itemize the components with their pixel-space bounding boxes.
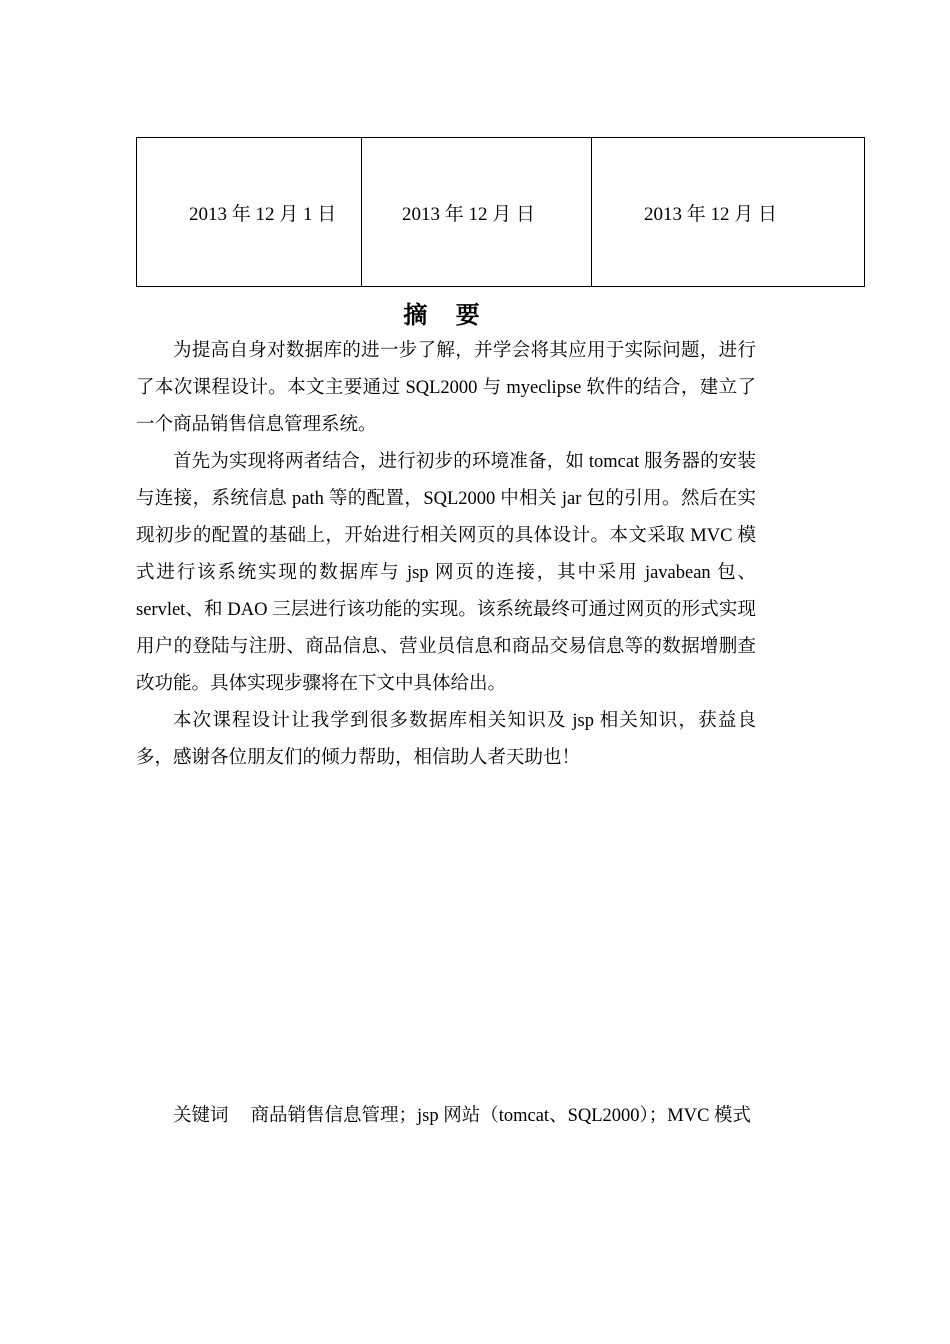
abstract-paragraph: 本次课程设计让我学到很多数据库相关知识及 jsp 相关知识，获益良多，感谢各位朋友们的倾力帮助，相信助人者天助也！ xyxy=(136,711,756,768)
keywords-text: 商品销售信息管理；jsp 网站（tomcat、SQL2000）；MVC 模式 xyxy=(250,1106,752,1126)
date-cell-1 xyxy=(137,138,362,287)
date-cell-3 xyxy=(592,138,865,287)
date-cell-text: 2013 年 12 月 1 日 xyxy=(189,204,337,225)
abstract-body xyxy=(136,333,756,777)
keywords-line xyxy=(136,1098,756,1135)
date-cell-2 xyxy=(362,138,592,287)
date-cell-text: 2013 年 12 月 日 xyxy=(402,204,536,225)
date-cell-text: 2013 年 12 月 日 xyxy=(644,204,778,225)
abstract-paragraph: 首先为实现将两者结合，进行初步的环境准备，如 tomcat 服务器的安装与连接，系统信息 path 等的配置，SQL2000 中相关 jar 包的引用。然后在实现初步的配置的基础上，开始进行相关网页的具体设计。本文采取 MVC 模式进行该系统实现的数据库与 jsp 网页的连接，其中采用 javabean 包、servlet、和 DAO 三层进行该功能的实现。该系统最终可通过网页的形式实现用户的登陆与注册、商品信息、营业员信息和商品交易信息等的数据增删查改功能。具体实现步骤将在下文中具体给出。 xyxy=(136,452,756,694)
abstract-title: 摘 要 xyxy=(403,301,490,329)
keywords-label: 关键词 xyxy=(173,1106,229,1126)
date-table xyxy=(136,137,865,287)
date-row xyxy=(137,138,865,287)
abstract-paragraph: 为提高自身对数据库的进一步了解，并学会将其应用于实际问题，进行了本次课程设计。本文主要通过 SQL2000 与 myeclipse 软件的结合，建立了一个商品销售信息管理系统。 xyxy=(136,341,756,435)
